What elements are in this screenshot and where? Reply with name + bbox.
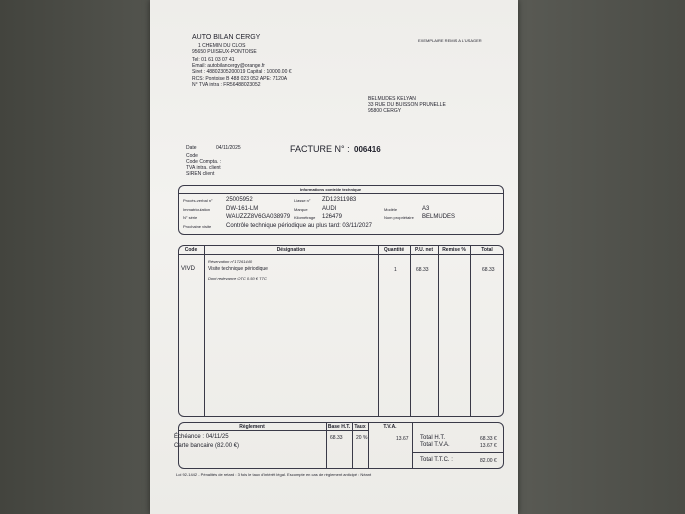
reglement-header: Règlement (239, 424, 265, 430)
next-visit-value: Contrôle technique périodique au plus tard: 03/11/2027 (226, 223, 372, 229)
footer-col-totals (412, 422, 413, 469)
immat-value: DW-161-LM (226, 206, 259, 212)
col-divider-pu (438, 245, 439, 417)
header-designation: Désignation (276, 247, 306, 253)
seller-phone: Tel: 01 61 03 07 41 (192, 57, 235, 63)
col-divider-quantite (410, 245, 411, 417)
code-compta-label: Code Compta. : (186, 159, 222, 165)
legal-text: Loi 92-1442 - Pénalités de retard : 3 fois le taux d'intérêt légal. Escompte en cas de règlement anticipé : Néant (176, 472, 372, 477)
code-label: Code (186, 153, 198, 159)
pv-label: Procès-verbal n° (183, 198, 213, 203)
col-divider-code (204, 245, 205, 417)
invoice-title: FACTURE N° : (290, 144, 350, 154)
redevance-text: Dont redevance OTC 0.50 € TTC (208, 276, 267, 281)
header-total: Total (481, 247, 493, 253)
client-name: BELMUDES KELYAN (368, 96, 416, 102)
seller-rcs: RCS: Pontoise B 488 023 052 APE: 7120A (192, 76, 288, 82)
copy-label: EXEMPLAIRE REMIS A L'USAGER (418, 38, 482, 43)
item-quantite: 1 (394, 267, 397, 273)
modele-label: Modèle (384, 207, 398, 212)
siren-label: SIREN client (186, 171, 215, 177)
marque-value: AUDI (322, 206, 337, 212)
tva-client-label: TVA intra. client (186, 165, 221, 171)
inspection-divider (178, 193, 504, 194)
marque-label: Marque (294, 207, 308, 212)
invoice-number: 006416 (354, 145, 381, 154)
seller-address1: 1 CHEMIN DU CLOS (198, 43, 246, 49)
col-divider-designation (378, 245, 379, 417)
tva-value: 13.67 (396, 436, 409, 442)
seller-email: Email: autobilancergy@orange.fr (192, 63, 265, 69)
serie-value: WAUZZZ8V6GA038979 (226, 214, 291, 220)
liasse-label: Liasse n° (294, 198, 311, 203)
seller-address2: 95650 PUISEUX-PONTOISE (192, 49, 257, 55)
taux-header: Taux (354, 424, 366, 430)
total-ttc-label: Total T.T.C. : (420, 457, 453, 463)
total-ttc-value: 82.00 € (480, 458, 497, 464)
totals-divider (412, 452, 504, 453)
total-tva-label: Total T.V.A. (420, 442, 450, 448)
seller-siret: Siret : 48802305200019 Capital : 10000.00 € (192, 69, 292, 75)
total-tva-value: 13.67 € (480, 443, 497, 449)
items-header-divider (178, 254, 504, 255)
footer-header-divider (178, 430, 368, 431)
item-code: VIVD (181, 266, 196, 272)
next-visit-label: Prochaine visite (183, 224, 212, 229)
km-value: 126479 (322, 214, 343, 220)
client-address2: 95800 CERGY (368, 108, 402, 114)
header-pu: P.U. net (415, 247, 433, 253)
seller-tva: N° TVA intra : FR56488023052 (192, 82, 261, 88)
inspection-header: Informations contrôle technique (300, 187, 362, 192)
header-remise: Remise % (442, 247, 466, 253)
km-label: Kilométrage (294, 215, 316, 220)
owner-label: Nom propriétaire (384, 215, 414, 220)
invoice-paper (150, 0, 518, 514)
immat-label: Immatriculation (183, 207, 211, 212)
client-address1: 33 RUE DU BUISSON PRUNELLE (368, 102, 446, 108)
modele-value: A3 (422, 206, 430, 212)
seller-name: AUTO BILAN CERGY (192, 34, 261, 41)
base-value: 68.33 (330, 435, 343, 441)
item-total: 68.33 (482, 267, 495, 273)
header-quantite: Quantité (383, 247, 405, 253)
header-code: Code (184, 247, 198, 253)
taux-value: 20 % (356, 435, 368, 441)
date-value: 04/11/2025 (216, 145, 241, 151)
col-divider-remise (470, 245, 471, 417)
owner-value: BELMUDES (422, 214, 456, 220)
total-ht-value: 68.33 € (480, 436, 497, 442)
echeance-text: Échéance : 04/11/25 (174, 434, 229, 440)
tva-header: T.V.A. (383, 424, 397, 430)
pv-value: 25005952 (226, 197, 253, 203)
item-designation: Visite technique périodique (208, 266, 268, 272)
serie-label: N° série (183, 215, 198, 220)
base-header: Base H.T. (327, 424, 351, 430)
carte-text: Carte bancaire (82.00 €) (174, 443, 240, 449)
liasse-value: ZD12311983 (322, 197, 357, 203)
reservation-text: Réservation n°17261440 (208, 259, 253, 264)
item-pu: 68.33 (416, 267, 429, 273)
total-ht-label: Total H.T. (420, 435, 446, 441)
date-label: Date (186, 145, 197, 151)
